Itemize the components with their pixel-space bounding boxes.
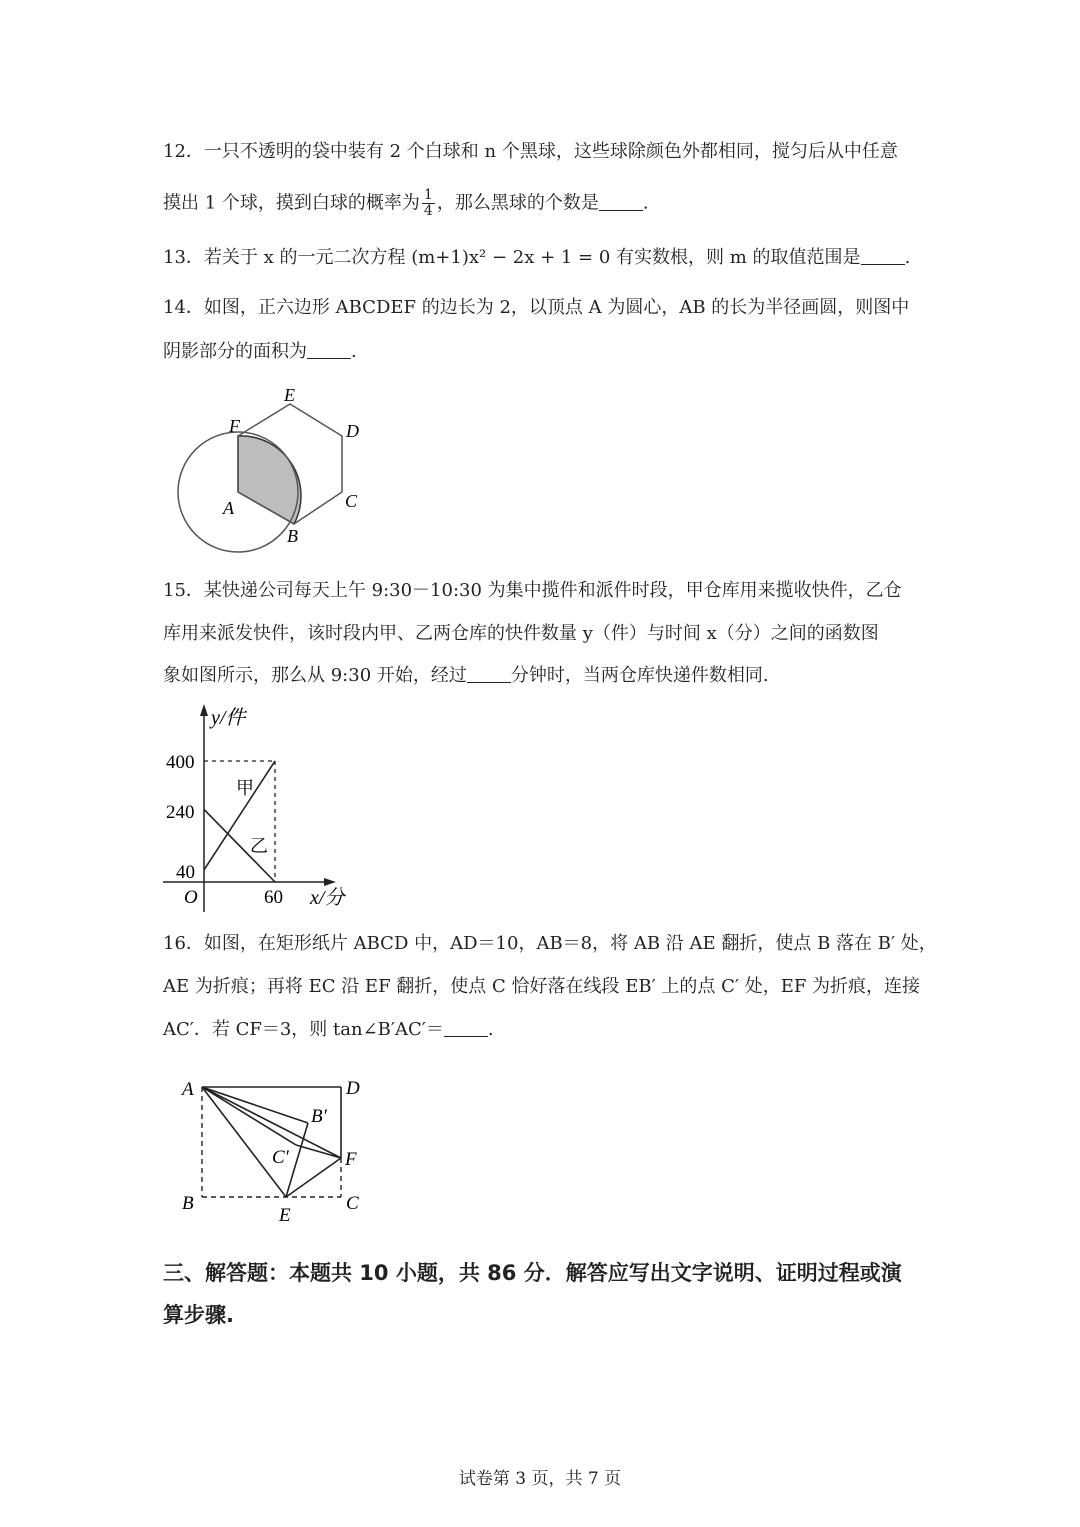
q12-frac-num: 1	[423, 187, 433, 203]
q16-label-C-prime: C′	[272, 1147, 289, 1168]
q16-label-C: C	[346, 1193, 359, 1214]
q15-line3-pre: 象如图所示，那么从 9:30 开始，经过	[163, 665, 467, 686]
q14-end: .	[351, 341, 357, 362]
q15-tick-240: 240	[166, 802, 195, 823]
q15-x-axis-label: x/分	[310, 887, 345, 909]
q14-label-A: A	[223, 498, 234, 518]
q15-origin-label: O	[184, 887, 198, 908]
q13-end: .	[904, 247, 911, 268]
q12-line2-pre: 摸出 1 个球，摸到白球的概率为	[163, 192, 420, 214]
q15-tick-400: 400	[166, 752, 195, 773]
q14-label-B: B	[287, 526, 298, 546]
q15-line1: 15．某快递公司每天上午 9:30－10:30 为集中揽件和派件时段，甲仓库用来揽收快件，乙仓	[163, 580, 902, 601]
q16-end: .	[487, 1019, 494, 1040]
q12-end: .	[642, 192, 649, 214]
q14-line1: 14．如图，正六边形 ABCDEF 的边长为 2，以顶点 A 为圆心，AB 的长为半径画圆，则图中	[163, 297, 910, 318]
q16-label-D: D	[346, 1078, 360, 1099]
q15-series-jia-label: 甲	[236, 778, 254, 798]
q16-line2: AE 为折痕；再将 EC 沿 EF 翻折，使点 C 恰好落在线段 EB′ 上的点 C′ 处，EF 为折痕，连接	[163, 976, 921, 997]
q16-line3-pre: AC′．若 CF＝3，则 tan∠B′AC′＝	[163, 1019, 444, 1040]
q14-label-D: D	[346, 421, 359, 441]
q14-label-C: C	[345, 491, 358, 511]
q15-line3-post: 分钟时，当两仓库快递件数相同.	[510, 665, 769, 686]
q12-frac-den: 4	[423, 203, 433, 219]
q16-segment-AC-prime	[202, 1087, 296, 1145]
q12-line2-post: ，那么黑球的个数是	[436, 192, 599, 214]
q15-series-yi-label: 乙	[250, 836, 268, 856]
q14-label-F: F	[229, 416, 240, 436]
q15-y-axis-label: y/件	[211, 707, 246, 729]
q16-label-A: A	[182, 1079, 194, 1100]
q16-label-E: E	[279, 1205, 291, 1226]
q15-line2: 库用来派发快件，该时段内甲、乙两仓库的快件数量 y（件）与时间 x（分）之间的函数图	[163, 623, 879, 644]
q16-segment-AE	[202, 1087, 286, 1197]
q12-line1: 12．一只不透明的袋中装有 2 个白球和 n 个黑球，这些球除颜色外都相同，搅匀后从中任意	[163, 141, 898, 162]
q16-label-F: F	[345, 1149, 357, 1170]
q14-label-E: E	[284, 385, 295, 405]
section3-heading-line1: 三、解答题：本题共 10 小题，共 86 分．解答应写出文字说明、证明过程或演	[163, 1261, 902, 1285]
section3-heading-line2: 算步骤.	[163, 1303, 234, 1327]
page-footer: 试卷第 3 页，共 7 页	[458, 1469, 622, 1489]
q15-tick-40: 40	[176, 862, 195, 883]
q16-label-B: B	[182, 1193, 194, 1214]
q13-text: 13．若关于 x 的一元二次方程 (m+1)x² − 2x + 1 = 0 有实数根，则 m 的取值范围是	[163, 247, 861, 268]
q16-segment-EF	[286, 1158, 341, 1197]
q14-line2-text: 阴影部分的面积为	[163, 341, 307, 362]
q15-tick-60: 60	[264, 887, 283, 908]
q16-segment-B-prime-E	[286, 1123, 308, 1197]
q16-line1: 16．如图，在矩形纸片 ABCD 中，AD＝10，AB＝8，将 AB 沿 AE 翻折，使点 B 落在 B′ 处，	[163, 933, 937, 954]
q16-label-B-prime: B′	[311, 1106, 327, 1127]
q16-segment-AB-prime	[202, 1087, 308, 1123]
